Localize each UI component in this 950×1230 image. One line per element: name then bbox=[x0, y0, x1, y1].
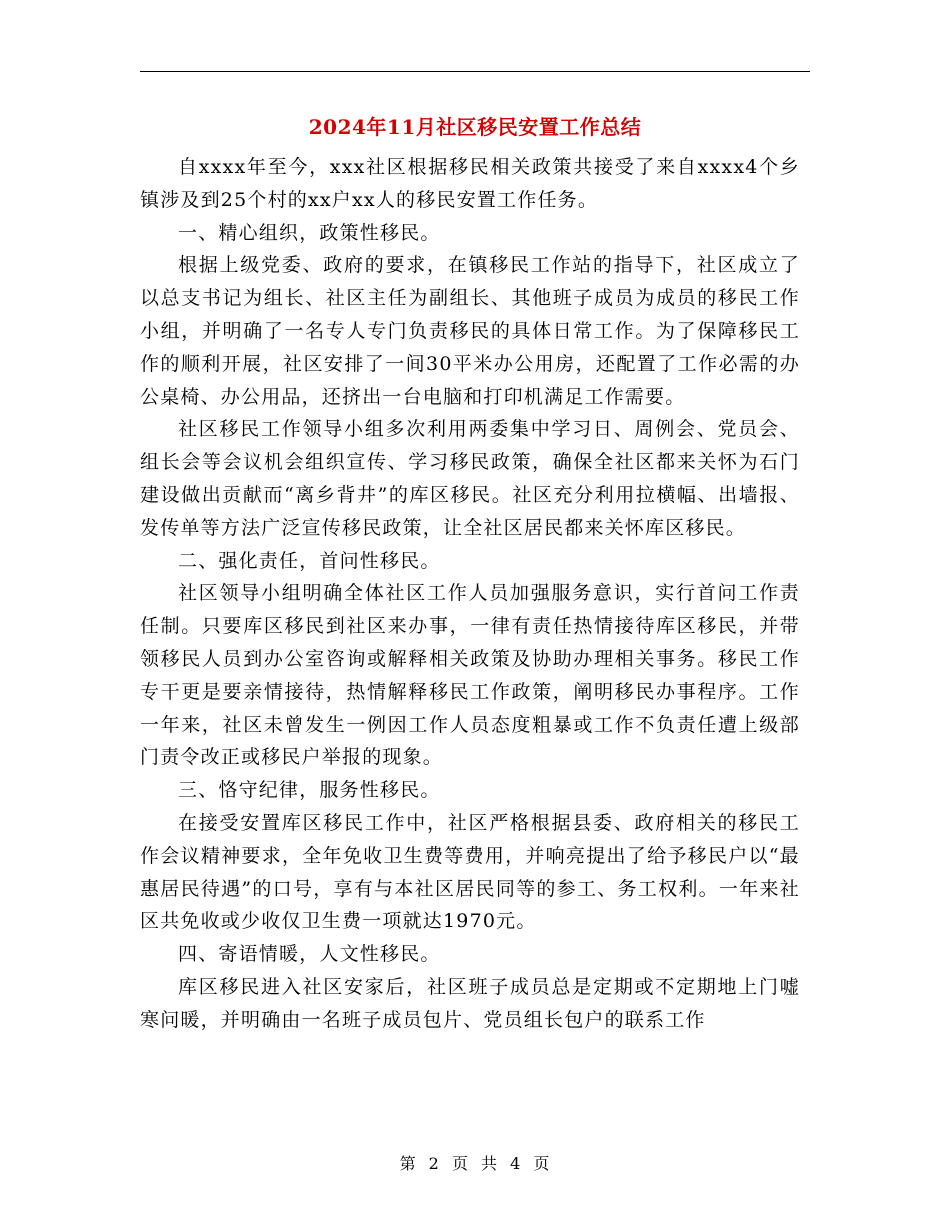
paragraph-intro: 自xxxx年至今，xxx社区根据移民相关政策共接受了来自xxxx4个乡镇涉及到25个村的xx户xx人的移民安置工作任务。 bbox=[140, 156, 800, 211]
section-heading-2: 二、强化责任，首问性移民。 bbox=[178, 549, 441, 572]
document-title: 2024年11月社区移民安置工作总结 bbox=[308, 115, 642, 139]
paragraph-discipline: 在接受安置库区移民工作中，社区严格根据县委、政府相关的移民工作会议精神要求，全年免收卫生费等费用，并响亮提出了给予移民户以“最惠居民待遇”的口号，享有与本社区居民同等的参工、务工权利。一年来社区共免收或少收仅卫生费一项就达1970元。 bbox=[140, 811, 800, 933]
section-heading-4: 四、寄语情暖，人文性移民。 bbox=[178, 943, 441, 966]
document-body bbox=[140, 151, 800, 1037]
section-heading-1: 一、精心组织，政策性移民。 bbox=[178, 221, 441, 244]
paragraph-publicity: 社区移民工作领导小组多次利用两委集中学习日、周例会、党员会、组长会等会议机会组织宣传、学习移民政策，确保全社区都来关怀为石门建设做出贡献而“离乡背井”的库区移民。社区充分利用拉横幅、出墙报、发传单等方法广泛宣传移民政策，让全社区居民都来关怀库区移民。 bbox=[140, 418, 800, 539]
paragraph-care: 库区移民进入社区安家后，社区班子成员总是定期或不定期地上门嘘寒问暖，并明确由一名班子成员包片、党员组长包户的联系工作 bbox=[140, 975, 800, 1031]
section-heading-3: 三、恪守纪律，服务性移民。 bbox=[178, 779, 441, 802]
page-number-footer: 第 2 页 共 4 页 bbox=[399, 1154, 551, 1173]
paragraph-organization: 根据上级党委、政府的要求，在镇移民工作站的指导下，社区成立了以总支书记为组长、社区主任为副组长、其他班子成员为成员的移民工作小组，并明确了一名专人专门负责移民的具体日常工作。为了保障移民工作的顺利开展，社区安排了一间30平米办公用房，还配置了工作必需的办公桌椅、办公用品，还挤出一台电脑和打印机满足工作需要。 bbox=[140, 254, 800, 408]
header-rule bbox=[140, 71, 810, 72]
paragraph-responsibility: 社区领导小组明确全体社区工作人员加强服务意识，实行首问工作责任制。只要库区移民到社区来办事，一律有责任热情接待库区移民，并带领移民人员到办公室咨询或解释相关政策及协助办理相关事务。移民工作专干更是要亲情接待，热情解释移民工作政策，阐明移民办事程序。工作一年来，社区未曾发生一例因工作人员态度粗暴或工作不负责任遭上级部门责令改正或移民户举报的现象。 bbox=[140, 582, 800, 769]
